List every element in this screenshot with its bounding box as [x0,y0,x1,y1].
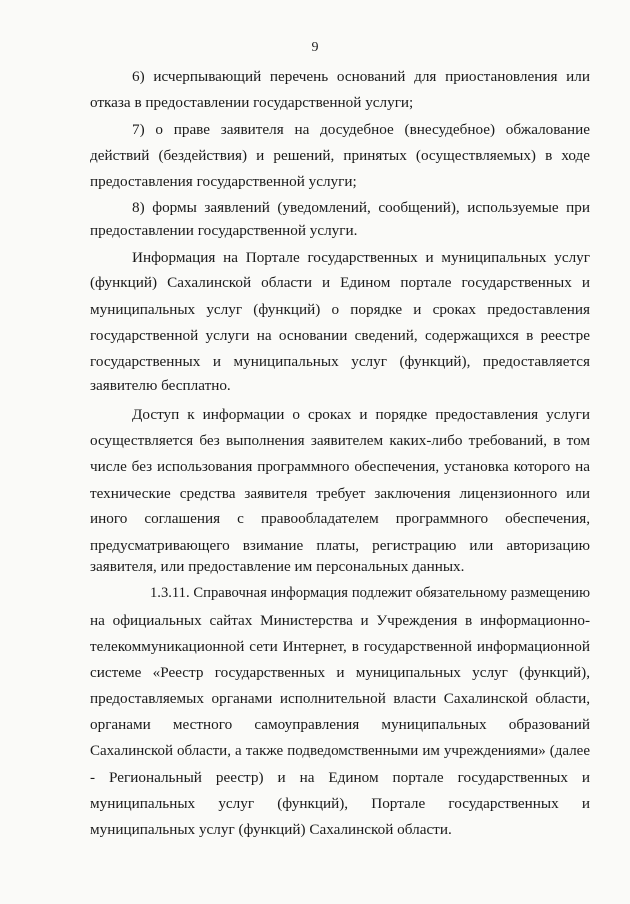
text-line: государственной услуги на основании сведений, содержащихся в реестре [90,327,590,344]
text-line: органами местного самоуправления муниципальных образований [90,716,590,733]
text-line: предусматривающего взимание платы, регистрацию или авторизацию [90,537,590,554]
text-line: телекоммуникационной сети Интернет, в государственной информационной [90,638,590,655]
page-number: 9 [311,40,319,55]
text-line: 8) формы заявлений (уведомлений, сообщений), используемые при [132,199,590,216]
text-line: Доступ к информации о сроках и порядке предоставления услуги [132,406,590,423]
text-line: иного соглашения с правообладателем программного обеспечения, [90,510,590,527]
text-line: государственных и муниципальных услуг (функций), предоставляется [90,353,590,370]
text-line: Сахалинской области, а также подведомственными им учреждениями» (далее [90,743,590,759]
text-line: предоставления государственной услуги; [90,173,357,190]
text-line: предоставляемых органами исполнительной власти Сахалинской области, [90,690,590,707]
text-line: предоставлении государственной услуги. [90,222,358,239]
text-line: (функций) Сахалинской области и Едином портале государственных и [90,274,590,291]
text-line: на официальных сайтах Министерства и Учреждения в информационно- [90,612,590,629]
text-line: 6) исчерпывающий перечень оснований для приостановления или [132,68,590,85]
text-line: отказа в предоставлении государственной услуги; [90,94,414,111]
text-line: числе без использования программного обеспечения, установка которого на [90,458,590,475]
text-line: муниципальных услуг (функций) о порядке и сроках предоставления [90,301,590,318]
text-line: технические средства заявителя требует заключения лицензионного или [90,485,590,502]
text-line: 1.3.11. Справочная информация подлежит обязательному размещению [150,585,590,601]
text-line: системе «Реестр государственных и муниципальных услуг (функций), [90,664,590,681]
text-line: муниципальных услуг (функций), Портале государственных и [90,795,590,812]
text-line: заявителя, или предоставление им персональных данных. [90,558,465,575]
text-line: 7) о праве заявителя на досудебное (внесудебное) обжалование [132,121,590,138]
text-line: - Региональный реестр) и на Едином портале государственных и [90,769,590,786]
text-line: действий (бездействия) и решений, принятых (осуществляемых) в ходе [90,147,590,164]
text-line: муниципальных услуг (функций) Сахалинской области. [90,821,452,838]
text-line: Информация на Портале государственных и муниципальных услуг [132,249,590,266]
text-line: заявителю бесплатно. [90,377,231,394]
text-line: осуществляется без выполнения заявителем каких-либо требований, в том [90,432,590,449]
